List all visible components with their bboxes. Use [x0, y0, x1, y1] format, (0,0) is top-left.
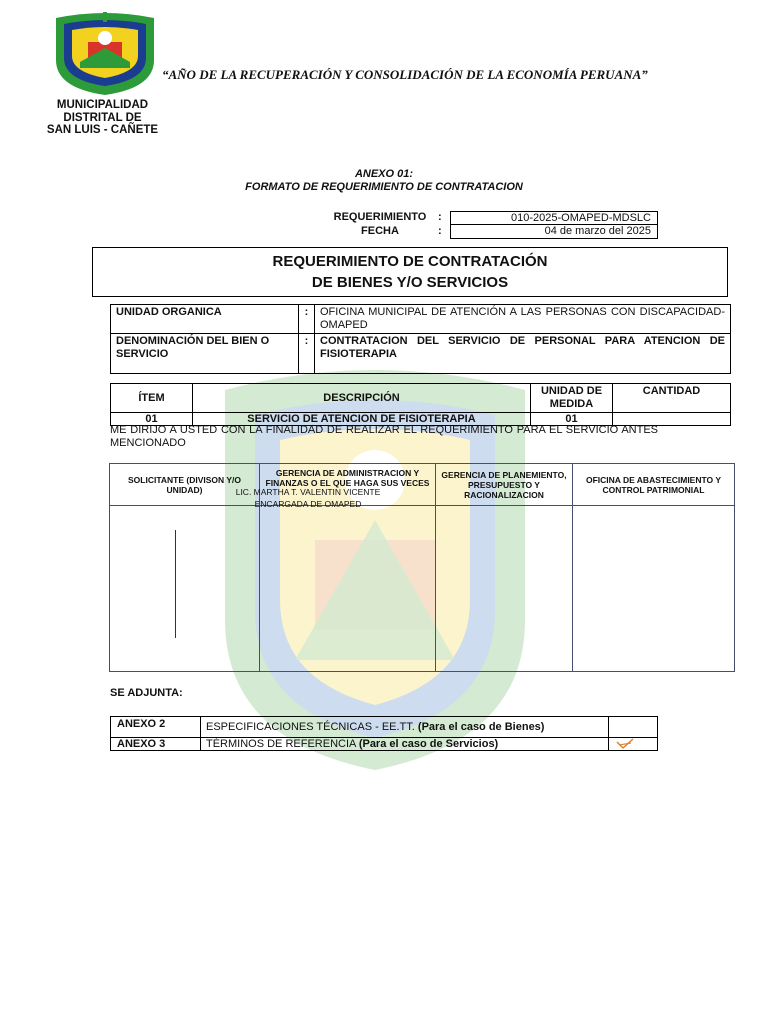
good-service-label: DENOMINACIÓN DEL BIEN O SERVICIO: [111, 334, 299, 374]
organic-unit-label: UNIDAD ORGANICA: [111, 305, 299, 334]
title-line: REQUERIMIENTO DE CONTRATACIÓN: [272, 253, 548, 270]
attachment-row: [111, 738, 658, 751]
municipality-name: [40, 99, 165, 137]
municipality-line: SAN LUIS - CAÑETE: [46, 124, 159, 136]
description-header: DESCRIPCIÓN: [193, 384, 531, 413]
municipal-coat-of-arms-icon: [52, 12, 158, 96]
attachment-note: (Para el caso de Bienes): [417, 721, 545, 733]
info-table: [110, 304, 731, 374]
attachment-text: TÉRMINOS DE REFERENCIA: [206, 738, 356, 750]
attachment-checkbox[interactable]: [609, 717, 658, 738]
info-row: [111, 334, 731, 374]
title-line: DE BIENES Y/O SERVICIOS: [311, 274, 509, 291]
requester-header: SOLICITANTE (DIVISON Y/O UNIDAD): [110, 464, 260, 506]
date-label: FECHA: [361, 225, 399, 237]
planning-signature-box: [436, 506, 573, 672]
item-description: SERVICIO DE ATENCION DE FISIOTERAPIA: [193, 413, 531, 426]
request-date: 04 de marzo del 2025: [450, 225, 658, 239]
organic-unit-value: OFICINA MUNICIPAL DE ATENCIÓN A LAS PERSONAS CON DISCAPACIDAD-OMAPED: [315, 305, 731, 334]
attachment-description: [201, 717, 609, 738]
requirement-label: REQUERIMIENTO: [333, 211, 427, 223]
municipality-line: DISTRITAL DE: [63, 111, 142, 124]
attachment-text: ESPECIFICACIONES TÉCNICAS - EE.TT.: [206, 721, 415, 733]
attachment-label: ANEXO 3: [111, 738, 201, 751]
info-colon: :: [299, 305, 315, 334]
unit-header: UNIDAD DE MEDIDA: [531, 384, 613, 413]
admin-finance-header: GERENCIA DE ADMINISTRACION Y FINANZAS O EL QUE HAGA SUS VECES: [260, 464, 436, 506]
year-motto: “AÑO DE LA RECUPERACIÓN Y CONSOLIDACIÓN DE LA ECONOMÍA PERUANA”: [162, 67, 648, 82]
info-colon: :: [299, 334, 315, 374]
attachments-label: SE ADJUNTA:: [110, 687, 183, 699]
municipality-line: MUNICIPALIDAD: [56, 99, 149, 111]
items-table: [110, 383, 731, 426]
attachment-note: (Para el caso de Servicios): [358, 738, 499, 750]
items-header-row: [111, 384, 731, 413]
info-row: [111, 305, 731, 334]
signature-header-row: [110, 464, 735, 506]
signature-row: [110, 506, 735, 672]
attachment-label: ANEXO 2: [111, 717, 201, 738]
check-mark-icon: [615, 738, 635, 750]
attachments-table: [110, 716, 658, 751]
document-title: [92, 247, 728, 297]
attachment-row: [111, 717, 658, 738]
annex-number: ANEXO 01:: [354, 168, 414, 180]
request-paragraph: ME DIRIJO A USTED CON LA FINALIDAD DE REALIZAR EL REQUERIMIENTO PARA EL SERVICIO ANTES MENCIONADO: [110, 424, 658, 449]
item-header: ÍTEM: [111, 384, 193, 413]
planning-header: GERENCIA DE PLANEMIENTO, PRESUPUESTO Y RACIONALIZACION: [436, 464, 573, 506]
good-service-value: CONTRATACION DEL SERVICIO DE PERSONAL PARA ATENCION DE FISIOTERAPIA: [315, 334, 731, 374]
item-unit: 01: [531, 413, 613, 426]
requester-signature-box: [110, 506, 260, 672]
date-colon: :: [438, 225, 442, 237]
signer-role: ENCARGADA DE OMAPED: [254, 499, 362, 509]
requirement-number: 010-2025-OMAPED-MDSLC: [450, 211, 658, 225]
attachment-description: [201, 738, 609, 751]
annex-title: FORMATO DE REQUERIMIENTO DE CONTRATACION: [245, 181, 523, 193]
signature-table: [109, 463, 735, 672]
signature-stroke: [175, 530, 176, 638]
procurement-signature-box: [573, 506, 735, 672]
signer-block: [218, 486, 398, 510]
procurement-header: OFICINA DE ABASTECIMIENTO Y CONTROL PATRIMONIAL: [573, 464, 735, 506]
signer-name: LIC. MARTHA T. VALENTIN VICENTE: [235, 487, 381, 497]
admin-finance-signature-box: [260, 506, 436, 672]
requirement-colon: :: [438, 211, 442, 223]
item-number: 01: [111, 413, 193, 426]
quantity-header: CANTIDAD: [613, 384, 731, 413]
